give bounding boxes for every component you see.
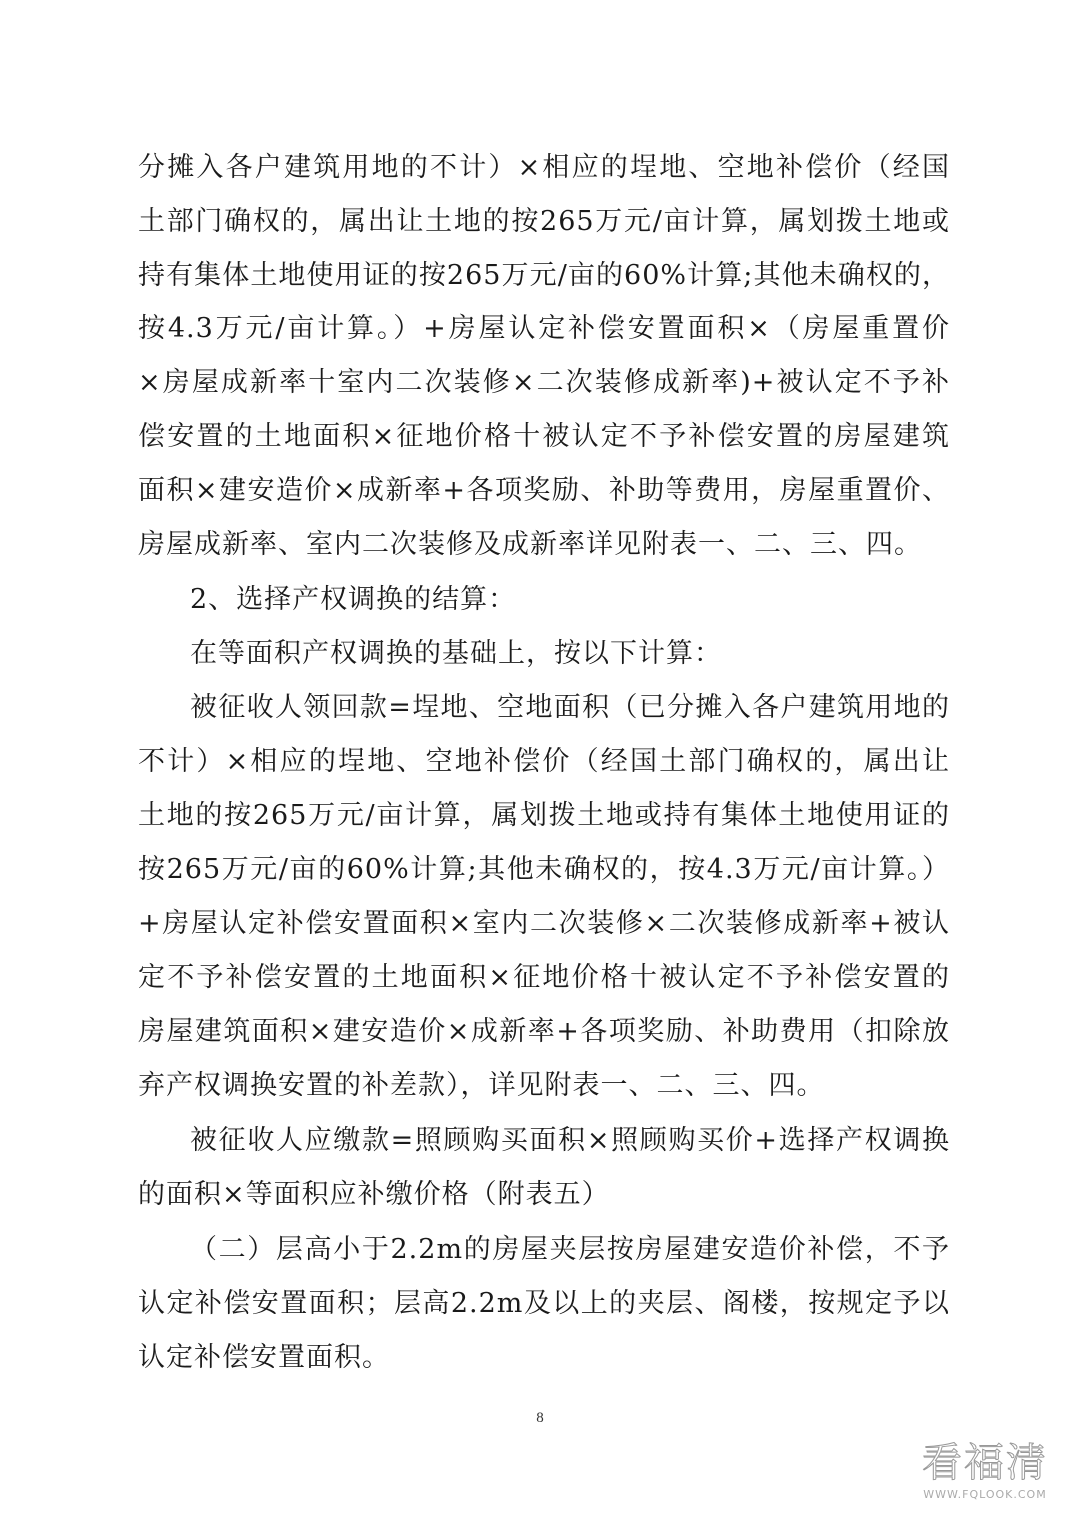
paragraph-line: 认定补偿安置面积。 [138, 1342, 390, 1373]
paragraph-line: 定不予补偿安置的土地面积×征地价格十被认定不予补偿安置的 [138, 962, 950, 993]
paragraph-line: ×房屋成新率十室内二次装修×二次装修成新率)+被认定不予补 [138, 367, 950, 398]
paragraph-line: 被征收人领回款=埕地、空地面积（已分摊入各户建筑用地的 [190, 692, 950, 723]
watermark-logo [905, 1438, 1065, 1508]
watermark-text: 看福清 [922, 1440, 1048, 1486]
paragraph-line: 不计）×相应的埕地、空地补偿价（经国土部门确权的，属出让 [138, 746, 950, 777]
paragraph-line: 房屋建筑面积×建安造价×成新率+各项奖励、补助费用（扣除放 [138, 1016, 950, 1047]
paragraph-line: 土部门确权的，属出让土地的按265万元/亩计算，属划拨土地或 [138, 206, 950, 237]
paragraph-line: 被征收人应缴款=照顾购买面积×照顾购买价+选择产权调换 [190, 1125, 950, 1156]
paragraph-line: 弃产权调换安置的补差款），详见附表一、二、三、四。 [138, 1070, 825, 1101]
paragraph-line: 土地的按265万元/亩计算，属划拨土地或持有集体土地使用证的 [138, 800, 950, 831]
paragraph-line: 面积×建安造价×成新率+各项奖励、补助等费用，房屋重置价、 [138, 475, 950, 506]
paragraph-line: +房屋认定补偿安置面积×室内二次装修×二次装修成新率+被认 [138, 908, 950, 939]
paragraph-line: 的面积×等面积应补缴价格（附表五） [138, 1179, 610, 1210]
section-heading: 2、选择产权调换的结算： [190, 584, 517, 615]
paragraph-line: 分摊入各户建筑用地的不计）×相应的埕地、空地补偿价（经国 [138, 152, 950, 183]
page-number: 8 [536, 1410, 544, 1426]
paragraph-line: 认定补偿安置面积；层高2.2m及以上的夹层、阁楼，按规定予以 [138, 1288, 950, 1319]
paragraph-line: 偿安置的土地面积×征地价格十被认定不予补偿安置的房屋建筑 [138, 421, 950, 452]
paragraph-line: 按4.3万元/亩计算。）+房屋认定补偿安置面积×（房屋重置价 [138, 313, 950, 344]
paragraph-line: 在等面积产权调换的基础上，按以下计算： [190, 638, 722, 669]
paragraph-line: （二）层高小于2.2m的房屋夹层按房屋建安造价补偿，不予 [190, 1234, 950, 1265]
paragraph-line: 房屋成新率、室内二次装修及成新率详见附表一、二、三、四。 [138, 529, 922, 560]
paragraph-line: 持有集体土地使用证的按265万元/亩的60%计算;其他未确权的， [138, 260, 950, 291]
paragraph-line: 按265万元/亩的60%计算;其他未确权的，按4.3万元/亩计算。） [138, 854, 950, 885]
watermark-url: WWW.FQLOOK.COM [923, 1488, 1047, 1501]
